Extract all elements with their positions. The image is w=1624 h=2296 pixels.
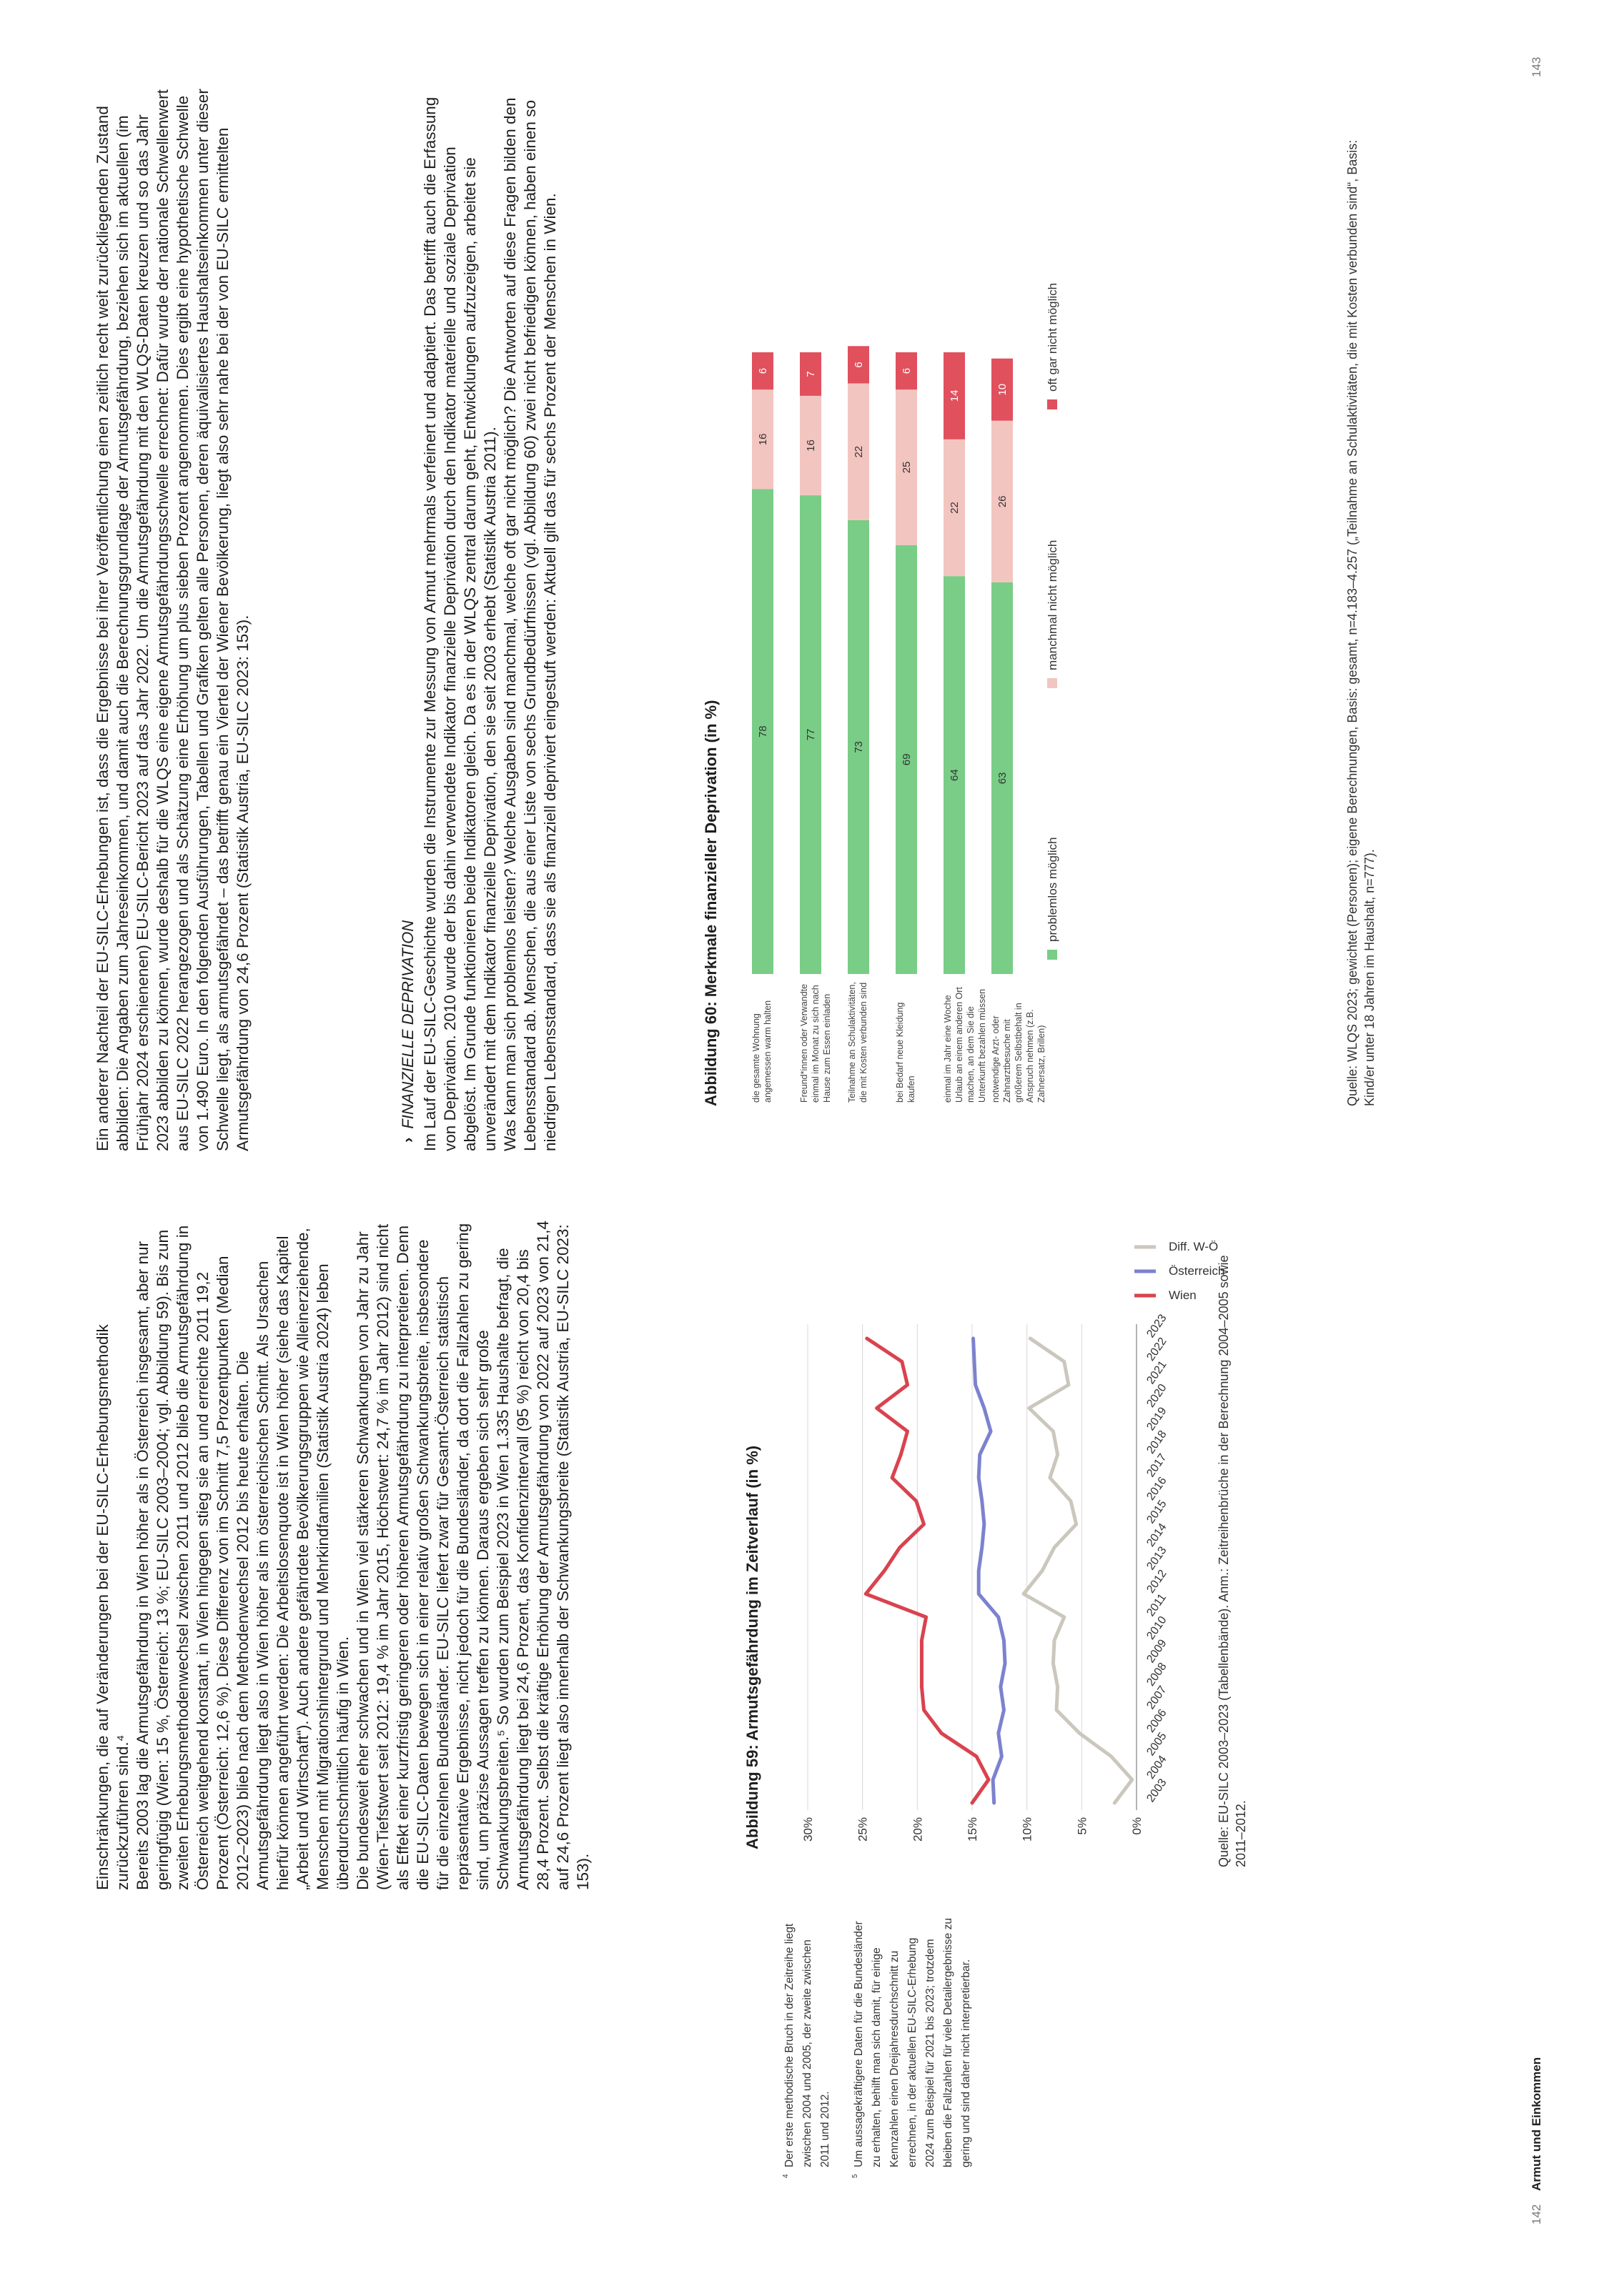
- footnote-text: Um aussagekräftigere Daten für die Bundesländer zu erhalten, behilft man sich damit, für einige Kennzahlen einen Dreijahresdurchschnitt zu errechnen, in der aktuellen EU-SILC-Erhebung 2024 zum Beispiel für 2021 bis 2023; trotzdem bleiben die Fallzahlen für viele Detailergebnisse zu gering und sind daher nicht interpretierbar.: [853, 1918, 972, 2167]
- footnote-number: 5: [851, 2174, 859, 2178]
- page-number-right: 143: [1530, 56, 1543, 77]
- x-tick-label: 2010: [1144, 1614, 1169, 1642]
- legend-label: oft gar nicht möglich: [1046, 282, 1059, 392]
- x-tick-label: 2023: [1144, 1312, 1169, 1341]
- legend-swatch: [1047, 950, 1057, 960]
- bar-value-label: 69: [901, 753, 913, 766]
- x-tick-label: 2016: [1144, 1474, 1169, 1503]
- footnote-text: Der erste methodische Bruch in der Zeitreihe liegt zwischen 2004 und 2005, der zweite zwischen 2011 und 2012.: [783, 1923, 831, 2167]
- footnote-5: [850, 1914, 975, 2178]
- section-heading-text: FINANZIELLE DEPRIVATION: [399, 920, 417, 1129]
- series-line--sterreich: [974, 1338, 1005, 1803]
- legend-swatch: [1047, 678, 1057, 688]
- running-header: [1530, 2057, 1544, 2225]
- x-axis-labels: [1144, 1312, 1169, 1804]
- figure-59-title: Abbildung 59: Armutsgefährdung im Zeitverlauf (in %): [743, 1445, 761, 1849]
- bar-category-label-text: die gesamte Wohnung angemessen warm halten: [751, 1000, 773, 1103]
- bar-value-label: 6: [853, 362, 865, 368]
- footnotes: [781, 1914, 991, 2178]
- bar-value-label: 6: [901, 367, 913, 374]
- x-tick-label: 2004: [1144, 1753, 1169, 1781]
- figure-60-stacked-bar-chart: [729, 52, 1337, 1124]
- legend-label: Österreich: [1169, 1264, 1225, 1278]
- chart-legend: [1046, 283, 1059, 960]
- paragraph: Im Lauf der EU-SILC-Geschichte wurden die Instrumente zur Messung von Armut mehrmals verfeinert und adaptiert. Das betrifft auch die Erfassung von Deprivation. 2010 wurde der bis dahin verwendete Indikator finanzielle Deprivation durch den Indikator materielle und soziale Deprivation abgelöst. Im Grunde funktionieren beide Indikatoren gleich. Da es in der WLQS zentral darum geht, Entwicklungen aufzuzeigen, arbeitet sie unverändert mit dem Indikator finanzielle Deprivation, den sie seit 2003 erhebt (Statistik Austria 2011).: [421, 96, 499, 1151]
- bar-value-label: 73: [853, 741, 865, 753]
- y-tick-label: 0%: [1130, 1817, 1144, 1835]
- bar-category-label: [894, 981, 941, 1103]
- bar-value-label: 14: [949, 389, 961, 402]
- x-tick-label: 2011: [1144, 1591, 1169, 1619]
- section-title: Armut und Einkommen: [1530, 2057, 1543, 2191]
- page-number-left: 142: [1530, 2204, 1543, 2225]
- bar-category-label-text: einmal im Jahr eine Woche Urlaub an einem anderen Ort machen, an dem Sie die Unterkunft bezahlen müssen: [943, 987, 987, 1103]
- bar-value-label: 10: [996, 383, 1009, 396]
- x-tick-label: 2006: [1144, 1706, 1169, 1735]
- x-tick-label: 2003: [1144, 1776, 1169, 1805]
- chart-legend: [1134, 1240, 1224, 1302]
- y-axis-labels: [801, 1817, 1144, 1842]
- paragraph: Bereits 2003 lag die Armutsgefährdung in Wien höher als in Österreich insgesamt, aber nur geringfügig (Wien: 15 %, Österreich: 13 %; EU-SILC 2003–2004; vgl. Abbildung 59). Bis zum zweiten Erhebungsmethodenwechsel zwischen 2011 und 2012 blieb die Armutsgefährdung in Österreich weitgehend konstant, in Wien hingegen stieg sie an und erreichte 2011 19,2 Prozent (Österreich: 12,6 %). Diese Differenz von im Schnitt 7,5 Prozentpunkten (Median 2012–2023) blieb nach dem Methodenwechsel 2012 bis heute erhalten. Die Armutsgefährdung liegt also in Wien höher als im österreichischen Schnitt. Als Ursachen hierfür können angeführt werden: Die Arbeitslosenquote ist in Wien höher (siehe das Kapitel „Arbeit und Wirtschaft“). Auch andere gefährdete Bevölkerungsgruppen wie Alleinerziehende, Menschen mit Migrationshintergrund und Mehrkindfamilien (Statistik Austria 2024) leben überdurchschnittlich häufig in Wien.: [134, 1225, 352, 1890]
- bar-category-label: [846, 981, 893, 1103]
- x-tick-label: 2012: [1144, 1567, 1169, 1596]
- bar-value-label: 77: [805, 728, 817, 741]
- legend-swatch: [1047, 399, 1057, 409]
- figure-59-line-chart: [779, 1138, 1237, 1924]
- bar-value-label: 16: [805, 439, 817, 452]
- bar-category-label: [751, 981, 797, 1103]
- x-tick-label: 2018: [1144, 1428, 1169, 1456]
- paragraph: Einschränkungen, die auf Veränderungen bei der EU-SILC-Erhebungsmethodik zurückzuführen sind.⁴: [94, 1324, 132, 1890]
- y-tick-label: 10%: [1020, 1817, 1034, 1842]
- x-tick-label: 2019: [1144, 1405, 1169, 1433]
- bar-value-label: 22: [949, 502, 961, 514]
- series-line-diff-w-: [1024, 1338, 1132, 1803]
- bar-category-label: [942, 981, 989, 1103]
- legend-label: manchmal nicht möglich: [1046, 540, 1059, 670]
- bar-category-labels: [751, 981, 1046, 1103]
- figure-60-title: Abbildung 60: Merkmale finanzieller Deprivation (in %): [702, 700, 720, 1106]
- text-column-right: [93, 79, 253, 1151]
- chart-series: [866, 1338, 1132, 1803]
- bar-category-label: [990, 981, 1046, 1103]
- x-tick-label: 2007: [1144, 1684, 1169, 1712]
- section-heading: [399, 920, 417, 1143]
- bar-value-label: 78: [757, 725, 769, 738]
- bar-value-label: 25: [901, 461, 913, 474]
- bar-category-label-text: notwendige Arzt- oder Zahnarztbesuche mit größerem Selbstbehalt in Anspruch nehmen (z.B. Zahnersatz, Brillen): [991, 1003, 1046, 1103]
- x-tick-label: 2017: [1144, 1451, 1169, 1480]
- figure-59-source: Quelle: EU-SILC 2003–2023 (Tabellenbände). Anm.: Zeitreihenbrüche in der Berechnung 2004–2005 sowie 2011–2012.: [1217, 1255, 1248, 1867]
- bar-category-label-text: Teilnahme an Schulaktivitäten, die mit Kosten verbunden sind: [847, 982, 868, 1103]
- bar-value-label: 26: [996, 495, 1009, 508]
- bar-value-label: 16: [757, 433, 769, 446]
- x-tick-label: 2014: [1144, 1521, 1169, 1549]
- paragraph: Die bundesweit eher schwachen und in Wien viel stärkeren Schwankungen von Jahr zu Jahr (Wien-Tiefstwert seit 2012: 19,4 % im Jahr 2015, Höchstwert: 24,7 % im Jahr 2012) sind nicht als Effekt einer kurzfristig geringeren oder höheren Armutsgefährdung zu interpretieren. Denn die EU-SILC-Daten bewegen sich in einer relativ großen Schwankungsbreite, insbesondere für die einzelnen Bundesländer. EU-SILC liefert zwar für Gesamt-Österreich statistisch repräsentative Ergebnisse, nicht jedoch für die Bundesländer, da dort die Fallzahlen zu gering sind, um präzise Aussagen treffen zu können. Daraus ergeben sich sehr große Schwankungsbreiten.⁵ So wurden zum Beispiel 2023 in Wien 1.335 Haushalte befragt, die Armutsgefährdung liegt bei 24,6 Prozent, das Konfidenzintervall (95 %) reicht von 20,4 bis 28,4 Prozent. Selbst die kräftige Erhöhung der Armutsgefährdung von 2022 auf 2023 von 21,4 auf 24,6 Prozent liegt also innerhalb der Schwankungsbreite (Statistik Austria, EU-SILC 2023: 153).: [354, 1221, 592, 1890]
- footnote-number: 4: [782, 2174, 790, 2178]
- bar-value-label: 63: [996, 772, 1009, 785]
- y-tick-label: 30%: [801, 1817, 815, 1842]
- bar-value-label: 7: [805, 371, 817, 377]
- footnote-4: [781, 1914, 834, 2178]
- x-tick-label: 2013: [1144, 1544, 1169, 1573]
- x-tick-label: 2005: [1144, 1730, 1169, 1759]
- text-column-left: [93, 1218, 593, 1890]
- bar-category-label-text: Freund*innen oder Verwandte einmal im Monat zu sich nach Hause zum Essen einladen: [799, 983, 832, 1103]
- y-tick-label: 5%: [1075, 1817, 1089, 1835]
- text-column-right-lower: [420, 79, 560, 1151]
- paragraph: Was kann man sich problemlos leisten? Welche Ausgaben sind manchmal, welche oft gar nicht möglich? Die Antworten auf diese Fragen bilden den Lebensstandard ab. Menschen, die aus einer Liste von sechs Grundbedürfnissen (vgl. Abbildung 60) zwei nicht befriedigen können, haben einen so niedrigen Lebensstandard, dass sie als finanziell depriviert eingestuft werden: Aktuell gilt das für sechs Prozent der Menschen in Wien.: [501, 97, 559, 1151]
- chevron-right-icon: ›: [399, 1137, 417, 1143]
- x-tick-label: 2022: [1144, 1335, 1169, 1363]
- legend-label: Diff. W-Ö: [1169, 1240, 1219, 1253]
- y-tick-label: 20%: [911, 1817, 925, 1842]
- y-tick-label: 15%: [966, 1817, 979, 1842]
- bar-value-label: 22: [853, 445, 865, 458]
- figure-60-source: Quelle: WLQS 2023; gewichtet (Personen); eigene Berechnungen, Basis: gesamt, n=4.183–4.257 („Teilnahme an Schulaktivitäten, die mit Kosten verbunden sind“, Basis: Kind/er unter 18 Jahren im Haushalt, n=777).: [1345, 139, 1377, 1106]
- legend-label: Wien: [1169, 1288, 1197, 1302]
- series-line-wien: [866, 1338, 989, 1803]
- paragraph: Ein anderer Nachteil der EU-SILC-Erhebungen ist, dass die Ergebnisse bei ihrer Veröffentlichung einen zeitlich recht weit zurückliegenden Zustand abbilden: Die Angaben zum Jahreseinkommen, und damit auch die Berechnungsgrundlage der Armutsgefährdung, beziehen sich im aktuellen (im Frühjahr 2024 erschienenen) EU-SILC-Bericht 2023 auf das Jahr 2022. Um die Armutsgefährdung mit den WLQS-Daten kreuzen und so das Jahr 2023 abbilden zu können, wurde deshalb für die WLQS eine eigene Armutsgefährdungsschwelle errechnet: Dafür wurde der nationale Schwellenwert aus EU-SILC 2022 herangezogen und als Schätzung eine Erhöhung um plus sieben Prozent angenommen. Dies ergibt eine hypothetische Schwelle von 1.490 Euro. In den folgenden Ausführungen, Tabellen und Grafiken gelten alle Personen, deren äquivalisiertes Haushaltseinkommen unter dieser Schwelle liegt, als armutsgefährdet – das betrifft genau ein Viertel der Wiener Bevölkerung, liegt also sehr nahe bei der von EU-SILC ermittelten Armutsgefährdung von 24,6 Prozent (Statistik Austria, EU-SILC 2023: 153).: [94, 89, 252, 1151]
- bar-value-label: 6: [757, 367, 769, 374]
- x-tick-label: 2021: [1144, 1358, 1169, 1387]
- bar-category-label: [798, 981, 845, 1103]
- x-tick-label: 2009: [1144, 1637, 1169, 1666]
- bar-value-label: 64: [949, 769, 961, 781]
- x-tick-label: 2020: [1144, 1381, 1169, 1410]
- legend-label: problemlos möglich: [1046, 837, 1059, 942]
- x-tick-label: 2015: [1144, 1498, 1169, 1526]
- x-tick-label: 2008: [1144, 1660, 1169, 1689]
- bar-category-label-text: bei Bedarf neue Kleidung kaufen: [895, 1002, 916, 1103]
- chart-bars: [752, 346, 1013, 974]
- y-tick-label: 25%: [856, 1817, 870, 1842]
